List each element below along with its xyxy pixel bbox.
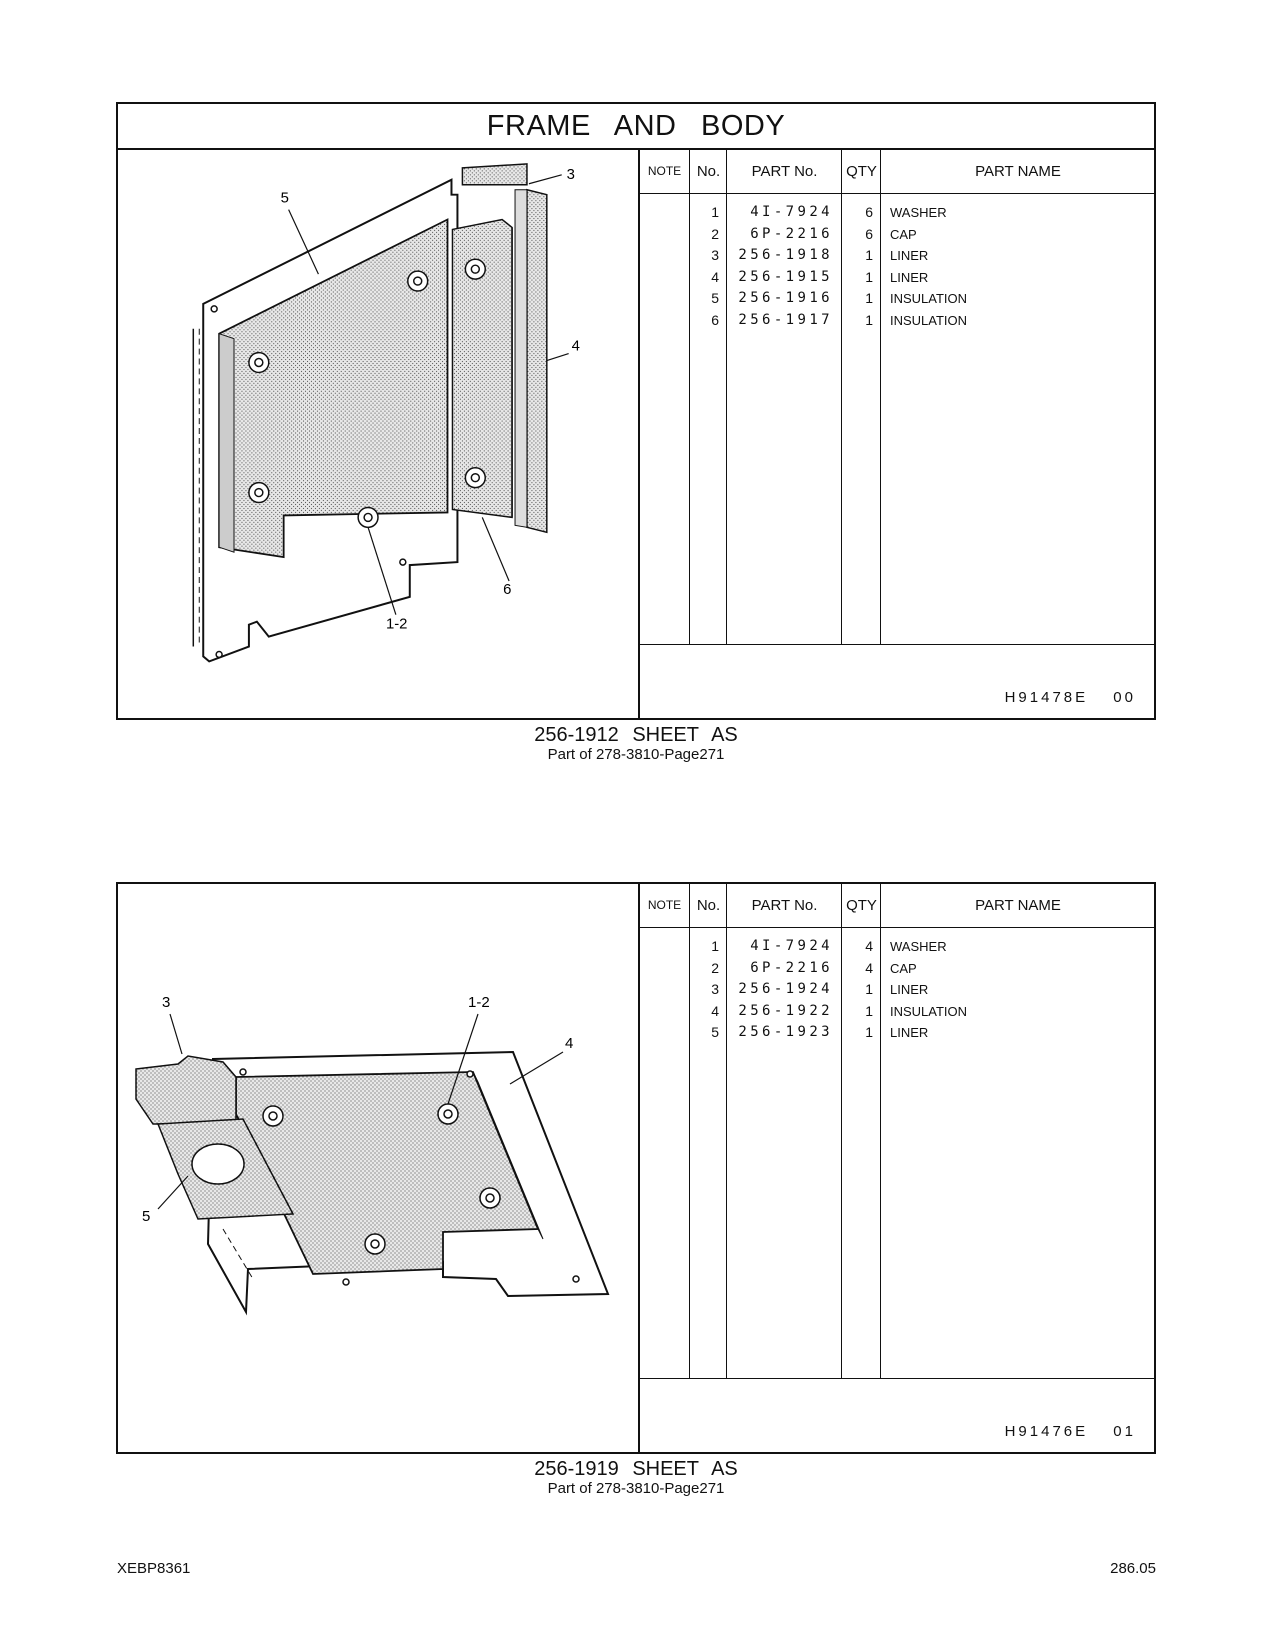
row-no: 4 — [711, 1002, 719, 1019]
row-qty: 4 — [865, 959, 873, 976]
row-part-name: INSULATION — [890, 1003, 968, 1019]
row-no: 5 — [711, 1024, 719, 1041]
header-note: NOTE — [647, 898, 682, 912]
row-part-no: 6P-2216 — [750, 225, 833, 242]
caption-subtitle: Part of 278-3810-Page271 — [547, 746, 725, 763]
row-no: 2 — [711, 959, 719, 976]
row-part-no: 6P-2216 — [750, 959, 833, 976]
row-part-no: 4I-7924 — [750, 204, 833, 220]
row-part-no: 256-1917 — [738, 311, 833, 328]
row-qty: 1 — [865, 268, 873, 285]
callout-1-2: 1-2 — [468, 994, 490, 1011]
parts-table — [640, 884, 1154, 1452]
table-row — [640, 224, 1154, 246]
callout-1-2: 1-2 — [385, 616, 408, 633]
callout-5: 5 — [280, 190, 289, 207]
callout-5: 5 — [142, 1208, 151, 1225]
row-qty: 6 — [865, 204, 873, 220]
caption-subtitle: Part of 278-3810-Page271 — [547, 1480, 725, 1497]
row-qty: 1 — [865, 1024, 873, 1041]
row-no: 1 — [711, 938, 719, 954]
row-no: 5 — [711, 290, 719, 307]
exploded-diagram — [118, 150, 638, 718]
row-part-no: 256-1924 — [738, 981, 833, 998]
row-part-no: 256-1923 — [738, 1024, 833, 1041]
header-note: NOTE — [647, 164, 682, 178]
illustration-256-1912 — [118, 150, 640, 718]
table-row — [640, 1022, 1154, 1044]
row-part-no: 4I-7924 — [750, 938, 833, 954]
table-row — [640, 936, 1154, 958]
row-qty: 1 — [865, 311, 873, 328]
header-no: No. — [696, 897, 721, 914]
row-part-name: LINER — [890, 269, 929, 285]
row-no: 3 — [711, 981, 719, 998]
header-part-no: PART No. — [751, 163, 818, 180]
illustration-code: H91478E 00 — [1004, 689, 1136, 706]
row-qty: 1 — [865, 1002, 873, 1019]
row-part-no: 256-1916 — [738, 290, 833, 307]
header-part-no: PART No. — [751, 897, 818, 914]
page-number: 286.05 — [1110, 1560, 1156, 1577]
parts-table — [640, 150, 1154, 718]
row-part-name: INSULATION — [890, 291, 968, 307]
row-qty: 6 — [865, 225, 873, 242]
table-row — [640, 202, 1154, 224]
row-no: 6 — [711, 311, 719, 328]
document-code: XEBP8361 — [117, 1560, 191, 1577]
table-row — [640, 310, 1154, 332]
row-part-name: INSULATION — [890, 312, 968, 328]
header-qty: QTY — [846, 163, 877, 180]
table-row — [640, 979, 1154, 1001]
row-part-name: WASHER — [890, 205, 947, 220]
header-part-name: PART NAME — [975, 897, 1061, 914]
row-qty: 1 — [865, 981, 873, 998]
table-row — [640, 245, 1154, 267]
row-qty: 4 — [865, 938, 873, 954]
callout-3: 3 — [162, 994, 171, 1011]
row-no: 1 — [711, 204, 719, 220]
table-header — [640, 884, 1154, 928]
callout-4: 4 — [571, 338, 580, 355]
table-row — [640, 1001, 1154, 1023]
exploded-diagram — [118, 884, 638, 1452]
row-part-name: CAP — [890, 226, 917, 242]
row-part-name: CAP — [890, 960, 917, 976]
table-row — [640, 267, 1154, 289]
row-part-no: 256-1918 — [738, 247, 833, 264]
header-part-name: PART NAME — [975, 163, 1061, 180]
caption-title: 256-1919 SHEET AS — [534, 1458, 738, 1480]
table-footer — [640, 1378, 1154, 1452]
row-qty: 1 — [865, 247, 873, 264]
callout-3: 3 — [566, 166, 575, 183]
row-part-name: LINER — [890, 982, 929, 998]
row-part-no: 256-1915 — [738, 268, 833, 285]
callout-4: 4 — [565, 1035, 574, 1052]
table-row — [640, 958, 1154, 980]
caption-title: 256-1912 SHEET AS — [534, 724, 738, 746]
callout-6: 6 — [503, 581, 512, 598]
parts-panel-256-1912 — [116, 102, 1156, 720]
row-no: 3 — [711, 247, 719, 264]
table-header — [640, 150, 1154, 194]
row-part-name: WASHER — [890, 939, 947, 954]
table-row — [640, 288, 1154, 310]
row-part-no: 256-1922 — [738, 1002, 833, 1019]
caption-256-1919 — [116, 1458, 1156, 1497]
illustration-code: H91476E 01 — [1004, 1423, 1136, 1440]
table-footer — [640, 644, 1154, 718]
row-no: 2 — [711, 225, 719, 242]
row-no: 4 — [711, 268, 719, 285]
row-qty: 1 — [865, 290, 873, 307]
section-title: FRAME AND BODY — [118, 104, 1154, 150]
row-part-name: LINER — [890, 248, 929, 264]
parts-panel-256-1919 — [116, 882, 1156, 1454]
caption-256-1912 — [116, 724, 1156, 763]
header-no: No. — [696, 163, 721, 180]
illustration-256-1919 — [118, 884, 640, 1452]
row-part-name: LINER — [890, 1025, 929, 1041]
header-qty: QTY — [846, 897, 877, 914]
